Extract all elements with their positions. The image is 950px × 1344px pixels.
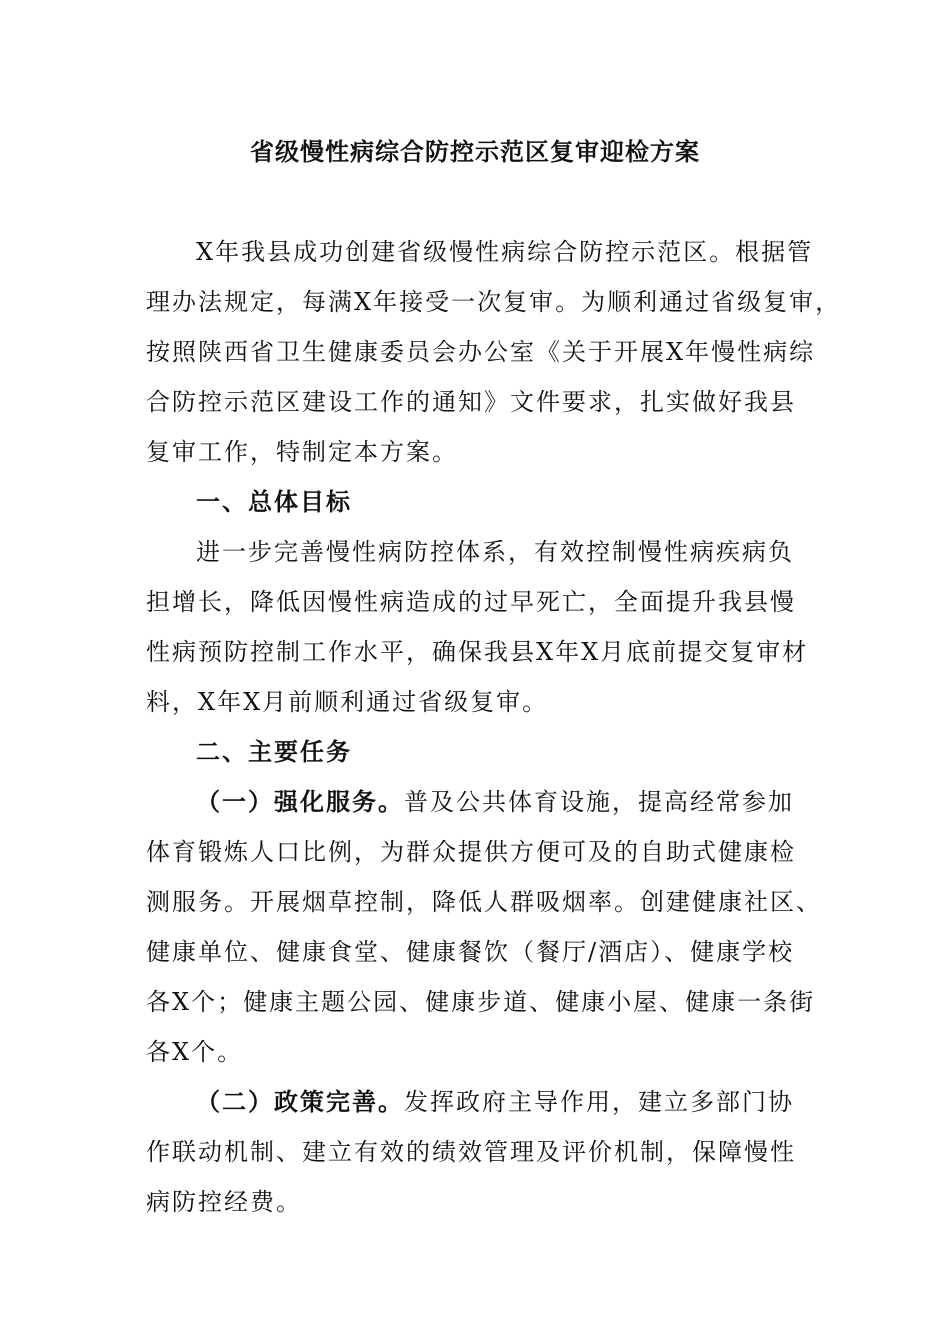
task1-first-text: 普及公共体育设施，提高经常参加 [404, 788, 794, 816]
task1-first-line [196, 784, 794, 820]
intro-line-3: 按照陕西省卫生健康委员会办公室《关于开展X年慢性病综 [146, 338, 816, 366]
task2-first-line [196, 1084, 794, 1120]
task1-line-6: 各X个。 [146, 1038, 244, 1066]
intro-line-1: X年我县成功创建省级慢性病综合防控示范区。根据管 [196, 238, 814, 266]
task2-line-3: 病防控经费。 [146, 1188, 302, 1216]
section-heading-tasks: 二、主要任务 [196, 738, 352, 766]
intro-line-2: 理办法规定，每满X年接受一次复审。为顺利通过省级复审， [146, 288, 842, 316]
goals-line-3: 性病预防控制工作水平，确保我县X年X月底前提交复审材 [146, 638, 809, 666]
intro-line-4: 合防控示范区建设工作的通知》文件要求，扎实做好我县 [146, 388, 796, 416]
goals-line-2: 担增长，降低因慢性病造成的过早死亡，全面提升我县慢 [146, 588, 796, 616]
task2-lead: （二）政策完善。 [196, 1088, 404, 1116]
task1-line-2: 体育锻炼人口比例，为群众提供方便可及的自助式健康检 [146, 838, 796, 866]
task1-line-3: 测服务。开展烟草控制，降低人群吸烟率。创建健康社区、 [146, 888, 822, 916]
task1-line-4: 健康单位、健康食堂、健康餐饮（餐厅/酒店）、健康学校 [146, 938, 795, 966]
intro-line-5: 复审工作，特制定本方案。 [146, 438, 458, 466]
task2-line-2: 作联动机制、建立有效的绩效管理及评价机制，保障慢性 [146, 1138, 796, 1166]
section-heading-goals: 一、总体目标 [196, 488, 352, 516]
goals-line-1: 进一步完善慢性病防控体系，有效控制慢性病疾病负 [196, 538, 794, 566]
task1-lead: （一）强化服务。 [196, 788, 404, 816]
goals-line-4: 料，X年X月前顺利通过省级复审。 [146, 688, 549, 716]
task2-first-text: 发挥政府主导作用，建立多部门协 [404, 1088, 794, 1116]
document-title: 省级慢性病综合防控示范区复审迎检方案 [250, 138, 700, 166]
task1-line-5: 各X个；健康主题公园、健康步道、健康小屋、健康一条街 [146, 988, 816, 1016]
